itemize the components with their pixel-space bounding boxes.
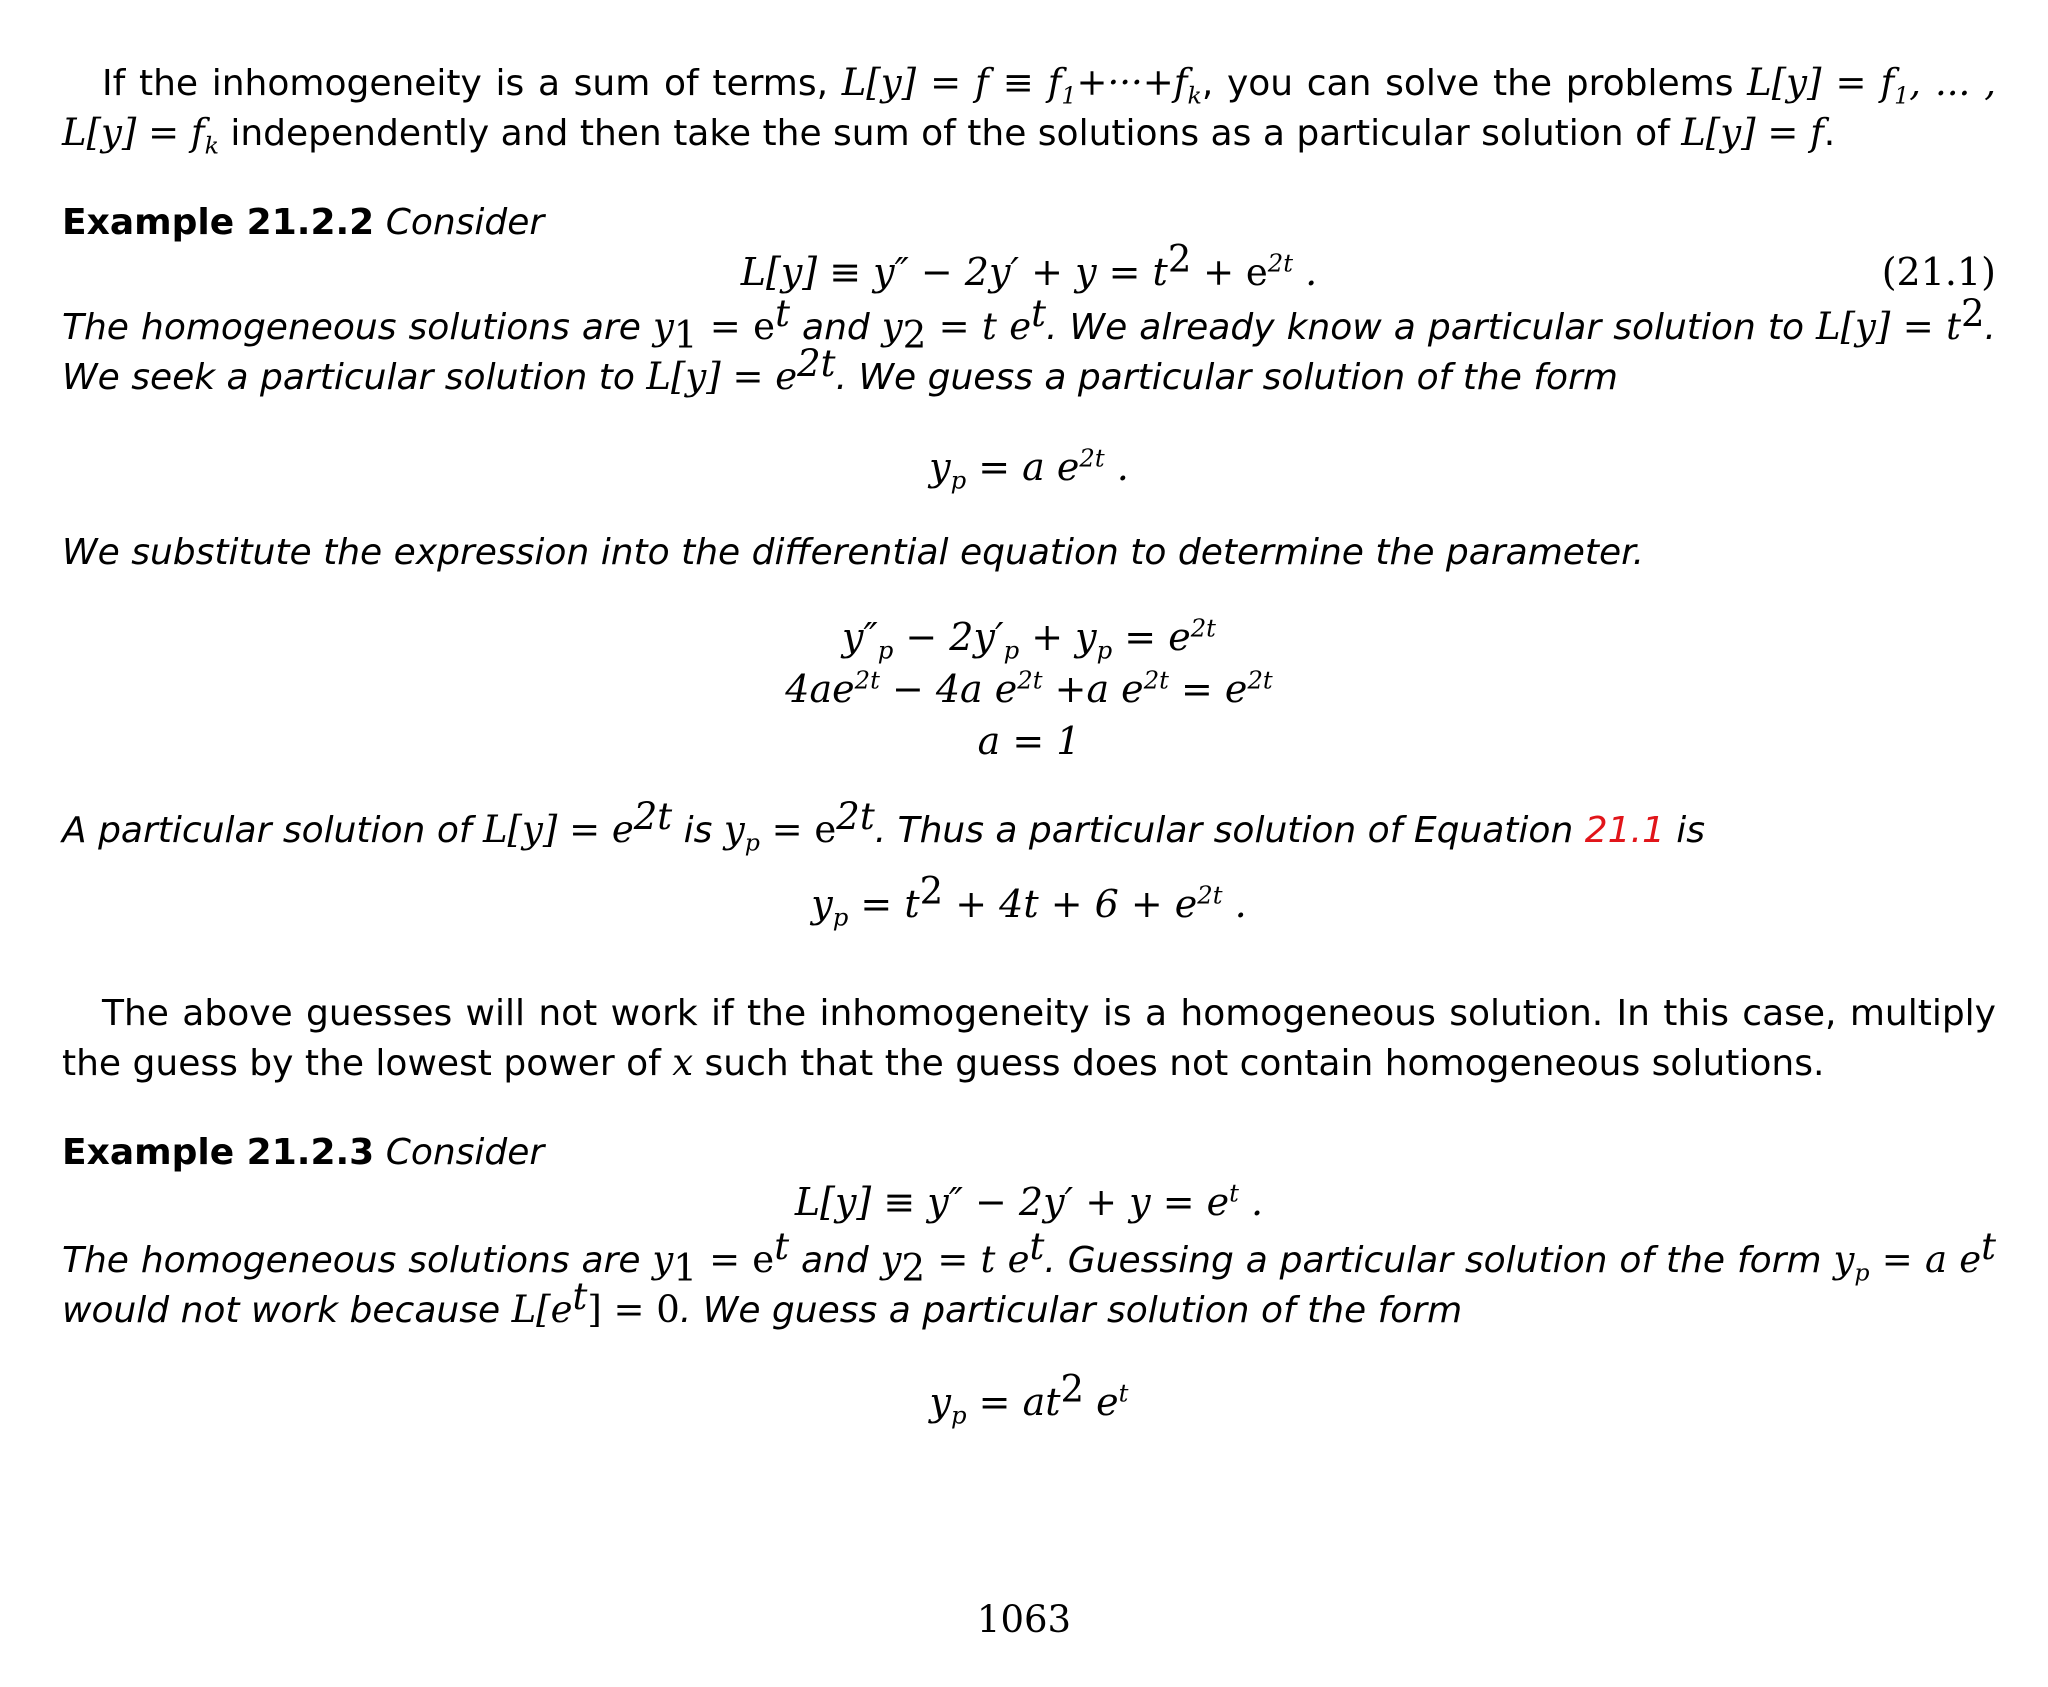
guess-equation-2: $y_p = at^2$ $e^t$ xyxy=(929,1367,1129,1430)
example-title: Example 21.2.3 xyxy=(62,1132,375,1173)
math: L[y] = f xyxy=(1681,111,1824,154)
system-line-1: $y''_p - 2y'_p + y_p = e^{2t}$ xyxy=(842,613,1216,665)
paragraph-homogeneous-solutions-1: The homogeneous solutions are $y_1 = e^t$ and $y_2 = t$ $e^t$. We already know a particular solution to $L[y] = t^2$. We seek a particular solution to $L[y] = e^{2t}$. We guess a particular solution of the form xyxy=(62,292,1996,398)
example-intro: Consider xyxy=(385,202,545,243)
text: , you can solve the problems xyxy=(1201,63,1748,104)
equation-number: (21.1) xyxy=(1881,250,1996,294)
math: $L[y] = f_1$, ... , $L[y] = f_k$ xyxy=(62,61,1996,160)
example-heading-21-2-3 xyxy=(62,1128,1996,1177)
equation-example-2: $L[y] \equiv y'' - 2y' + y = e^t$ . xyxy=(794,1178,1264,1224)
text: independently and then take the sum of the solutions as a particular solution of xyxy=(218,113,1682,154)
example-heading-21-2-2 xyxy=(62,198,1996,247)
math: $L[y] = f \equiv f_1+\cdot\cdot\cdot+f_k$ xyxy=(841,61,1202,110)
substitution-system xyxy=(62,611,1996,767)
result-equation: $y_p = t^2 + 4t + 6 + e^{2t}$ . xyxy=(811,869,1247,932)
equation-21-1: $L[y] \equiv y'' - 2y' + y = t^2 + e^{2t}$ . (21.1) xyxy=(62,245,1996,300)
paragraph-sum-of-terms: If the inhomogeneity is a sum of terms, $L[y] = f \equiv f_1+\cdot\cdot\cdot+f_k$, you can solve the problems $L[y] = f_1$, ... , $L[y] = f_k$ independently and then take the sum of the solutions as a particular solution of L[y] = f. xyxy=(62,61,1996,160)
paragraph-guesses-fail: The above guesses will not work if the inhomogeneity is a homogeneous solution. In this case, multiply the guess by the lowest power of x such that the guess does not contain homogeneous solutions. xyxy=(62,993,1996,1084)
page-number: 1063 xyxy=(976,1598,1072,1641)
paragraph-homogeneous-solutions-2: The homogeneous solutions are $y_1 = e^t$ and $y_2 = t$ $e^t$. Guessing a particular solution of the form $y_p = a$ $e^t$ would not work because $L[e^t] = 0$. We guess a particular solution of the form xyxy=(62,1225,1997,1331)
equation-reference-link[interactable]: 21.1 xyxy=(1584,810,1665,851)
page-body xyxy=(62,58,1996,1429)
example-title: Example 21.2.2 xyxy=(62,202,375,243)
guess-equation-1: $y_p = a$ $e^{2t}$ . xyxy=(929,443,1129,495)
paragraph-substitute: We substitute the expression into the differential equation to determine the parameter. xyxy=(62,532,1645,573)
example-intro: Consider xyxy=(385,1132,545,1173)
text: If the inhomogeneity is a sum of terms, xyxy=(102,63,842,104)
system-line-2: $4ae^{2t} - 4a$ $e^{2t} +a$ $e^{2t} = e^{2t}$ xyxy=(785,665,1273,711)
paragraph-particular-solution: A particular solution of $L[y] = e^{2t}$ is $y_p = e^{2t}$. Thus a particular solution of Equation 21.1 is xyxy=(62,795,1706,857)
system-line-3: a = 1 xyxy=(977,719,1081,763)
